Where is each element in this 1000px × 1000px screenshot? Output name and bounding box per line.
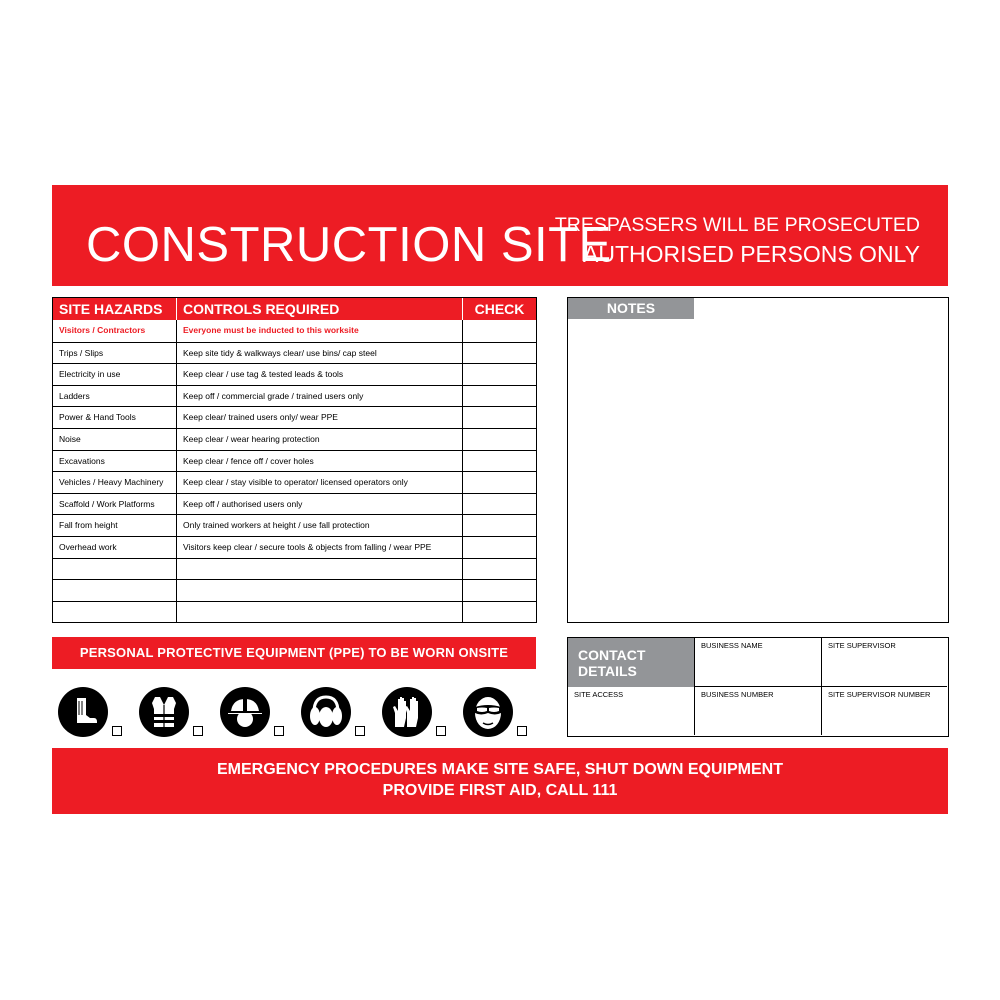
hazard-cell <box>53 559 177 580</box>
control-cell: Keep clear / fence off / cover holes <box>177 451 463 472</box>
table-row <box>53 536 536 558</box>
hazard-cell: Fall from height <box>53 515 177 536</box>
table-row <box>53 428 536 450</box>
control-cell: Only trained workers at height / use fall protection <box>177 515 463 536</box>
check-cell[interactable] <box>463 580 536 601</box>
hazards-table-body <box>53 320 536 622</box>
check-cell[interactable] <box>463 386 536 407</box>
table-row <box>53 385 536 407</box>
authorised-warning: AUTHORISED PERSONS ONLY <box>583 241 920 267</box>
contact-details-heading <box>568 638 694 687</box>
hard-hat-icon <box>220 687 270 737</box>
site-supervisor-field[interactable] <box>821 638 947 687</box>
site-access-label: SITE ACCESS <box>574 690 624 699</box>
table-row <box>53 558 536 580</box>
business-number-label: BUSINESS NUMBER <box>701 690 774 699</box>
control-cell <box>177 559 463 580</box>
ppe-item-vest <box>139 687 209 739</box>
site-supervisor-number-field[interactable] <box>821 687 947 735</box>
ppe-checkbox-gloves[interactable] <box>436 726 446 736</box>
table-row <box>53 342 536 364</box>
ppe-checkbox-vest[interactable] <box>193 726 203 736</box>
contact-heading-line1: CONTACT <box>578 647 646 663</box>
check-cell[interactable] <box>463 451 536 472</box>
check-cell[interactable] <box>463 537 536 558</box>
business-name-label: BUSINESS NAME <box>701 641 763 650</box>
check-cell[interactable] <box>463 559 536 580</box>
hazard-cell: Scaffold / Work Platforms <box>53 494 177 515</box>
ppe-item-hardhat <box>220 687 290 739</box>
contact-heading-line2: DETAILS <box>578 663 637 679</box>
control-cell: Everyone must be inducted to this worksite <box>177 320 463 342</box>
col-controls-required: CONTROLS REQUIRED <box>177 298 463 320</box>
control-cell: Keep clear / wear hearing protection <box>177 429 463 450</box>
table-row <box>53 493 536 515</box>
table-row <box>53 601 536 623</box>
hazards-table-header <box>53 298 536 320</box>
safety-boots-icon <box>58 687 108 737</box>
hi-vis-vest-icon <box>139 687 189 737</box>
check-cell[interactable] <box>463 407 536 428</box>
notes-box[interactable] <box>567 297 949 623</box>
hazard-cell: Visitors / Contractors <box>53 320 177 342</box>
gloves-icon <box>382 687 432 737</box>
check-cell[interactable] <box>463 472 536 493</box>
emergency-line2: PROVIDE FIRST AID, CALL 111 <box>382 782 618 799</box>
table-row <box>53 320 536 342</box>
hazard-cell: Electricity in use <box>53 364 177 385</box>
control-cell <box>177 580 463 601</box>
ppe-item-earmuffs <box>301 687 371 739</box>
safety-glasses-icon <box>463 687 513 737</box>
table-row <box>53 514 536 536</box>
ppe-checkbox-boots[interactable] <box>112 726 122 736</box>
table-row <box>53 579 536 601</box>
ppe-item-gloves <box>382 687 452 739</box>
trespassers-warning: TRESPASSERS WILL BE PROSECUTED <box>554 214 920 236</box>
ppe-icons-row <box>58 687 538 739</box>
ppe-item-boots <box>58 687 128 739</box>
control-cell: Keep clear/ trained users only/ wear PPE <box>177 407 463 428</box>
emergency-banner <box>52 748 948 814</box>
contact-details-box <box>567 637 949 737</box>
control-cell: Keep clear / stay visible to operator/ licensed operators only <box>177 472 463 493</box>
site-supervisor-number-label: SITE SUPERVISOR NUMBER <box>828 690 931 699</box>
business-name-field[interactable] <box>694 638 821 687</box>
ppe-checkbox-earmuffs[interactable] <box>355 726 365 736</box>
table-row <box>53 450 536 472</box>
ppe-banner: PERSONAL PROTECTIVE EQUIPMENT (PPE) TO BE WORN ONSITE <box>52 637 536 669</box>
hazard-cell <box>53 580 177 601</box>
page-title: CONSTRUCTION SITE <box>86 218 612 272</box>
check-cell[interactable] <box>463 602 536 623</box>
control-cell: Keep off / commercial grade / trained users only <box>177 386 463 407</box>
emergency-line1: EMERGENCY PROCEDURES MAKE SITE SAFE, SHUT DOWN EQUIPMENT <box>217 761 783 778</box>
check-cell[interactable] <box>463 429 536 450</box>
control-cell <box>177 602 463 623</box>
site-supervisor-label: SITE SUPERVISOR <box>828 641 896 650</box>
hazard-cell: Power & Hand Tools <box>53 407 177 428</box>
hazard-cell <box>53 602 177 623</box>
business-number-field[interactable] <box>694 687 821 735</box>
site-access-field[interactable] <box>568 687 694 735</box>
hazards-table <box>52 297 537 623</box>
hazard-cell: Overhead work <box>53 537 177 558</box>
check-cell[interactable] <box>463 343 536 364</box>
hazard-cell: Ladders <box>53 386 177 407</box>
col-check: CHECK <box>463 298 536 320</box>
notes-label: NOTES <box>568 298 694 319</box>
ppe-item-glasses <box>463 687 533 739</box>
table-row <box>53 406 536 428</box>
table-row <box>53 471 536 493</box>
table-row <box>53 363 536 385</box>
hazard-cell: Trips / Slips <box>53 343 177 364</box>
ppe-checkbox-hardhat[interactable] <box>274 726 284 736</box>
control-cell: Keep clear / use tag & tested leads & tools <box>177 364 463 385</box>
check-cell[interactable] <box>463 494 536 515</box>
control-cell: Keep site tidy & walkways clear/ use bins/ cap steel <box>177 343 463 364</box>
control-cell: Visitors keep clear / secure tools & objects from falling / wear PPE <box>177 537 463 558</box>
check-cell[interactable] <box>463 515 536 536</box>
ppe-checkbox-glasses[interactable] <box>517 726 527 736</box>
check-cell[interactable] <box>463 320 536 342</box>
ear-muffs-icon <box>301 687 351 737</box>
control-cell: Keep off / authorised users only <box>177 494 463 515</box>
check-cell[interactable] <box>463 364 536 385</box>
hazard-cell: Excavations <box>53 451 177 472</box>
col-site-hazards: SITE HAZARDS <box>53 298 177 320</box>
hazard-cell: Noise <box>53 429 177 450</box>
hazard-cell: Vehicles / Heavy Machinery <box>53 472 177 493</box>
header-banner <box>52 185 948 286</box>
